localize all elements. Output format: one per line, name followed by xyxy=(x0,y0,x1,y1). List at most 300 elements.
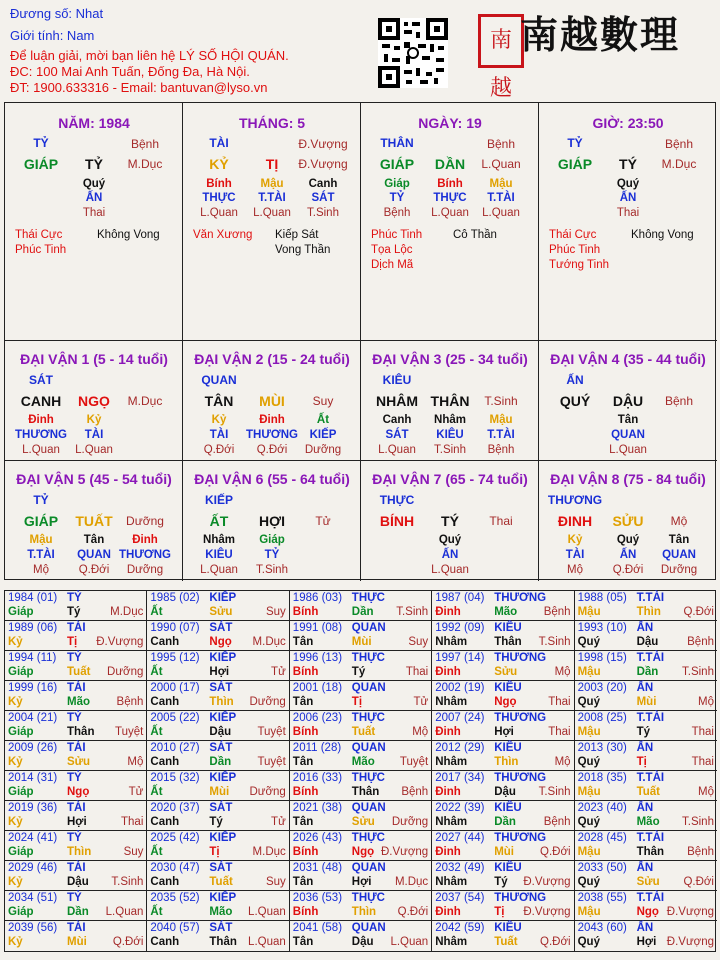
year-label: 2041 (58) xyxy=(292,922,343,934)
year-label: 2026 (43) xyxy=(292,832,343,844)
year-branch: Sửu xyxy=(494,666,518,678)
year-ten-god: QUAN xyxy=(351,742,386,754)
year-ten-god: THỰC xyxy=(351,892,385,904)
year-cell xyxy=(575,621,717,651)
pillar-branch: TÝ xyxy=(619,156,637,172)
dai-van-state: M.Dục xyxy=(127,394,163,408)
year-state: Thai xyxy=(548,696,571,708)
year-cell xyxy=(290,861,432,891)
year-branch: Ngọ xyxy=(636,906,659,918)
year-branch: Tị xyxy=(67,636,78,648)
hidden-ten-god: ẤN xyxy=(85,192,103,204)
year-label: 1990 (07) xyxy=(150,622,200,634)
year-stem: Tân xyxy=(292,636,314,648)
year-branch: Tị xyxy=(636,756,647,768)
year-state: Suy xyxy=(265,606,286,618)
year-ten-god: TÀI xyxy=(67,862,86,874)
year-branch: Thân xyxy=(494,636,522,648)
year-cell xyxy=(575,831,717,861)
dai-van-title: ĐẠI VẬN 8 (75 - 84 tuổi) xyxy=(550,471,706,487)
year-ten-god: TỶ xyxy=(67,772,82,784)
dai-van-stem: ĐINH xyxy=(557,513,593,529)
year-cell xyxy=(432,621,574,651)
year-ten-god: KIÊU xyxy=(494,922,522,934)
year-ten-god: ẤN xyxy=(636,622,654,634)
dai-van-state: Dưỡng xyxy=(126,514,164,528)
year-cell xyxy=(147,651,289,681)
year-cell xyxy=(5,801,147,831)
year-label: 1985 (02) xyxy=(150,592,200,604)
hidden-state: Q.Đới xyxy=(78,564,110,576)
year-branch: Thân xyxy=(351,786,380,798)
year-branch: Dậu xyxy=(494,786,516,798)
pillar-state-top: Bệnh xyxy=(486,137,516,151)
year-branch: Hợi xyxy=(636,936,657,948)
dai-van-stem: BÍNH xyxy=(379,513,415,529)
year-label: 1993 (10) xyxy=(577,622,627,634)
year-cell xyxy=(5,651,147,681)
hidden-stem: Kỷ xyxy=(567,534,583,546)
year-ten-god: THỰC xyxy=(351,592,385,604)
hidden-stem: Quý xyxy=(616,178,640,190)
year-state: Mộ xyxy=(127,756,144,768)
hidden-stem: Nhâm xyxy=(434,414,466,426)
year-cell xyxy=(575,591,717,621)
year-label: 2000 (17) xyxy=(150,682,200,694)
year-stem: Giáp xyxy=(8,606,34,618)
year-stem: Bính xyxy=(292,846,319,858)
year-label: 1988 (05) xyxy=(577,592,627,604)
year-state: Đ.Vượng xyxy=(523,906,571,918)
year-state: Thai xyxy=(691,726,714,738)
year-stem: Nhâm xyxy=(435,636,468,648)
phone-email-line[interactable]: ĐT: 1900.633316 - Email: bantuvan@lyso.vn xyxy=(10,80,268,95)
year-state: Tử xyxy=(271,816,286,828)
year-label: 2040 (57) xyxy=(150,922,200,934)
hidden-state: L.Quan xyxy=(200,207,238,219)
year-cell xyxy=(575,651,717,681)
year-stem: Tân xyxy=(292,936,314,948)
year-cell xyxy=(290,591,432,621)
pillar-cell xyxy=(361,103,539,341)
year-state: Bệnh xyxy=(687,636,714,648)
year-branch: Hợi xyxy=(67,816,87,828)
year-label: 2004 (21) xyxy=(8,712,58,724)
hidden-state: Q.Đới xyxy=(256,444,288,456)
year-stem: Canh xyxy=(150,636,180,648)
year-stem: Mậu xyxy=(577,846,601,858)
year-branch: Hợi xyxy=(209,666,230,678)
dai-van-cell xyxy=(183,461,361,581)
year-label: 2015 (32) xyxy=(150,772,200,784)
year-state: Thai xyxy=(691,756,714,768)
year-cell xyxy=(432,711,574,741)
year-stem: Bính xyxy=(292,606,319,618)
year-state: Suy xyxy=(123,846,144,858)
year-branch: Dậu xyxy=(209,726,232,738)
year-state: Tử xyxy=(413,696,429,708)
year-cell xyxy=(575,921,717,951)
hidden-ten-god: TÀI xyxy=(565,549,585,561)
year-stem: Kỷ xyxy=(8,816,23,828)
year-cell xyxy=(5,831,147,861)
star-left: Phúc Tinh xyxy=(15,244,67,256)
year-stem: Mậu xyxy=(577,786,601,798)
year-ten-god: THƯƠNG xyxy=(494,652,547,664)
year-ten-god: T.TÀI xyxy=(636,832,665,844)
hidden-ten-god: THƯƠNG xyxy=(246,429,298,441)
year-state: Thai xyxy=(405,666,429,678)
star-right: Vong Thần xyxy=(275,244,331,256)
contact-line: Để luận giải, mời bạn liên hệ LÝ SỐ HỘI QUÁN. xyxy=(10,48,289,63)
year-cell xyxy=(147,891,289,921)
year-cell xyxy=(5,621,147,651)
year-ten-god: KIẾP xyxy=(209,832,237,844)
hidden-stem: Bính xyxy=(206,178,232,190)
year-branch: Tý xyxy=(67,606,81,618)
hidden-ten-god: THƯƠNG xyxy=(119,549,171,561)
year-stem: Tân xyxy=(292,816,314,828)
year-stem: Kỷ xyxy=(8,696,23,708)
dai-van-state: T.Sinh xyxy=(484,394,518,408)
year-cell xyxy=(432,801,574,831)
year-branch: Tý xyxy=(494,876,508,888)
hidden-ten-god: KIẾP xyxy=(309,429,337,441)
hidden-stem: Quý xyxy=(616,534,640,546)
hidden-state: L.Quan xyxy=(22,444,60,456)
dai-van-branch: THÂN xyxy=(430,393,470,409)
pillar-state-top: Bệnh xyxy=(130,137,160,151)
year-branch: Dần xyxy=(67,906,89,918)
year-cell xyxy=(432,591,574,621)
year-cell xyxy=(147,861,289,891)
year-label: 1989 (06) xyxy=(8,622,58,634)
hidden-ten-god: KIÊU xyxy=(436,429,464,441)
year-ten-god: KIẾP xyxy=(209,592,237,604)
year-label: 2019 (36) xyxy=(8,802,58,814)
pillar-ten-god: TỶ xyxy=(567,136,583,150)
hidden-ten-god: SÁT xyxy=(311,192,335,204)
year-branch: Hợi xyxy=(494,726,514,738)
hidden-stem: Đinh xyxy=(259,414,285,426)
year-label: 2029 (46) xyxy=(8,862,58,874)
year-state: T.Sinh xyxy=(538,636,571,648)
year-ten-god: QUAN xyxy=(351,922,386,934)
year-cell xyxy=(5,921,147,951)
hidden-ten-god: QUAN xyxy=(611,429,645,441)
seal-stamp-icon xyxy=(478,14,524,101)
year-label: 1998 (15) xyxy=(577,652,627,664)
year-state: Tuyệt xyxy=(399,756,429,768)
year-cell xyxy=(147,921,289,951)
year-state: L.Quan xyxy=(390,936,429,948)
year-ten-god: THỰC xyxy=(351,772,385,784)
year-branch: Thìn xyxy=(494,756,519,768)
year-ten-god: TỶ xyxy=(67,832,82,844)
year-ten-god: TÀI xyxy=(67,622,86,634)
year-branch: Hợi xyxy=(351,876,372,888)
year-ten-god: THƯƠNG xyxy=(494,712,547,724)
year-label: 2002 (19) xyxy=(435,682,485,694)
year-stem: Kỷ xyxy=(8,876,23,888)
dai-van-stem: NHÂM xyxy=(376,393,418,409)
pillar-state: M.Dục xyxy=(661,157,697,171)
year-ten-god: T.TÀI xyxy=(636,712,665,724)
year-ten-god: KIẾP xyxy=(209,652,237,664)
year-label: 2025 (42) xyxy=(150,832,200,844)
year-branch: Tý xyxy=(209,816,223,828)
pillar-state: M.Dục xyxy=(127,157,163,171)
year-cell xyxy=(147,681,289,711)
hidden-state: L.Quan xyxy=(609,444,647,456)
dai-van-branch: MÙI xyxy=(259,393,285,409)
year-state: Q.Đới xyxy=(112,936,144,948)
hidden-ten-god: TỶ xyxy=(264,549,280,561)
year-stem: Đinh xyxy=(435,846,461,858)
header xyxy=(0,0,720,100)
star-left: Thái Cực xyxy=(15,229,63,241)
year-branch: Thìn xyxy=(636,606,661,618)
year-branch: Dậu xyxy=(67,876,89,888)
year-state: Đ.Vượng xyxy=(523,876,571,888)
year-stem: Nhâm xyxy=(435,876,468,888)
year-cell xyxy=(290,801,432,831)
hidden-state: T.Sinh xyxy=(256,564,288,576)
hidden-stem: Quý xyxy=(438,534,462,546)
year-stem: Mậu xyxy=(577,906,601,918)
hidden-stem: Canh xyxy=(308,178,338,190)
hidden-state: L.Quan xyxy=(200,564,238,576)
dai-van-state: Bệnh xyxy=(664,394,694,408)
year-label: 2003 (20) xyxy=(577,682,627,694)
pillar-stem: GIÁP xyxy=(23,156,59,172)
year-branch: Tị xyxy=(209,846,220,858)
year-cell xyxy=(432,921,574,951)
year-state: L.Quan xyxy=(105,906,144,918)
hidden-state: L.Quan xyxy=(482,207,520,219)
star-right: Cô Thần xyxy=(453,229,497,241)
year-label: 2006 (23) xyxy=(292,712,343,724)
star-right: Kiếp Sát xyxy=(275,229,319,241)
hidden-stem: Canh xyxy=(382,414,412,426)
year-label: 1984 (01) xyxy=(8,592,58,604)
year-label: 2037 (54) xyxy=(435,892,485,904)
year-branch: Dần xyxy=(209,756,232,768)
year-branch: Dậu xyxy=(351,936,374,948)
dai-van-stem: GIÁP xyxy=(23,513,59,529)
pillar-title: NĂM: 1984 xyxy=(58,115,130,131)
year-label: 2001 (18) xyxy=(292,682,343,694)
year-state: T.Sinh xyxy=(538,786,571,798)
year-label: 2031 (48) xyxy=(292,862,343,874)
hidden-ten-god: TỶ xyxy=(389,192,405,204)
year-branch: Mão xyxy=(209,906,233,918)
year-state: Bệnh xyxy=(543,606,571,618)
year-stem: Quý xyxy=(577,936,600,948)
year-ten-god: TÀI xyxy=(67,742,86,754)
hidden-stem: Tân xyxy=(668,534,690,546)
year-state: Mộ xyxy=(412,726,429,738)
year-ten-god: THƯƠNG xyxy=(494,772,547,784)
year-branch: Ngọ xyxy=(67,786,90,798)
pillar-ten-god: TỶ xyxy=(33,136,49,150)
year-label: 2008 (25) xyxy=(577,712,627,724)
hidden-stem: Kỷ xyxy=(211,414,227,426)
chart-grid xyxy=(4,102,716,580)
year-label: 1997 (14) xyxy=(435,652,485,664)
pillar-stem: GIÁP xyxy=(379,156,415,172)
year-branch: Ngọ xyxy=(494,696,517,708)
year-stem: Canh xyxy=(150,816,180,828)
dai-van-title: ĐẠI VẬN 7 (65 - 74 tuổi) xyxy=(372,471,528,487)
dai-van-title: ĐẠI VẬN 3 (25 - 34 tuổi) xyxy=(372,351,528,367)
year-branch: Thân xyxy=(67,726,95,738)
year-cell xyxy=(147,831,289,861)
hidden-ten-god: THƯƠNG xyxy=(15,429,67,441)
year-label: 2020 (37) xyxy=(150,802,200,814)
hidden-stem: Mậu xyxy=(29,534,53,546)
year-ten-god: QUAN xyxy=(351,802,386,814)
year-stem: Mậu xyxy=(577,606,601,618)
year-cell xyxy=(432,741,574,771)
hidden-ten-god: T.TÀI xyxy=(258,192,286,204)
year-label: 2035 (52) xyxy=(150,892,200,904)
dai-van-ten-god: THƯƠNG xyxy=(547,493,603,507)
year-ten-god: KIÊU xyxy=(494,682,522,694)
pillar-branch: DẦN xyxy=(434,156,466,172)
year-cell xyxy=(432,861,574,891)
dai-van-stem: QUÝ xyxy=(559,393,591,409)
year-ten-god: QUAN xyxy=(351,622,386,634)
hidden-ten-god: THỰC xyxy=(433,192,467,204)
year-ten-god: TỶ xyxy=(67,652,82,664)
year-stem: Ất xyxy=(150,846,163,858)
year-stem: Mậu xyxy=(577,726,601,738)
hidden-state: Thai xyxy=(82,207,106,219)
year-stem: Canh xyxy=(150,936,180,948)
year-state: M.Dục xyxy=(252,846,286,858)
hidden-state: Mộ xyxy=(567,564,583,576)
year-stem: Quý xyxy=(577,756,600,768)
year-stem: Quý xyxy=(577,696,600,708)
year-branch: Tuất xyxy=(494,936,518,948)
star-right: Không Vong xyxy=(631,229,694,241)
year-state: Q.Đới xyxy=(540,936,571,948)
year-label: 2011 (28) xyxy=(292,742,342,754)
gender: Giới tính: Nam xyxy=(10,28,95,43)
year-branch: Thân xyxy=(636,846,665,858)
year-stem: Ất xyxy=(150,786,163,798)
year-state: Q.Đới xyxy=(683,606,714,618)
year-state: L.Quan xyxy=(248,936,286,948)
year-stem: Quý xyxy=(577,636,600,648)
year-label: 2010 (27) xyxy=(150,742,200,754)
year-stem: Tân xyxy=(292,756,314,768)
year-branch: Thìn xyxy=(209,696,234,708)
year-state: Đ.Vượng xyxy=(96,636,144,648)
year-cell xyxy=(5,891,147,921)
pillar-stem: KỶ xyxy=(209,156,229,172)
year-ten-god: TỶ xyxy=(67,592,82,604)
dai-van-stem: CANH xyxy=(20,393,62,409)
pillar-cell xyxy=(539,103,717,341)
year-stem: Giáp xyxy=(8,846,34,858)
owner-name: Đương số: Nhat xyxy=(10,6,104,21)
year-cell xyxy=(147,591,289,621)
year-cell xyxy=(290,621,432,651)
year-ten-god: KIÊU xyxy=(494,862,522,874)
year-ten-god: SÁT xyxy=(209,622,233,634)
year-ten-god: T.TÀI xyxy=(636,892,665,904)
year-stem: Bính xyxy=(292,906,319,918)
year-branch: Dần xyxy=(494,816,516,828)
hidden-ten-god: TÀI xyxy=(209,429,229,441)
dai-van-cell xyxy=(539,341,717,461)
year-cell xyxy=(432,891,574,921)
year-label: 2027 (44) xyxy=(435,832,485,844)
year-branch: Tị xyxy=(351,696,363,708)
hidden-state: Q.Đới xyxy=(203,444,235,456)
year-branch: Dậu xyxy=(636,636,659,648)
year-label: 2018 (35) xyxy=(577,772,627,784)
year-ten-god: TỶ xyxy=(67,892,82,904)
dai-van-state: Tử xyxy=(315,514,331,528)
year-state: Đ.Vượng xyxy=(666,906,714,918)
year-label: 2034 (51) xyxy=(8,892,58,904)
year-label: 2023 (40) xyxy=(577,802,627,814)
hidden-ten-god: ẤN xyxy=(619,549,637,561)
year-ten-god: T.TÀI xyxy=(636,772,665,784)
year-label: 2039 (56) xyxy=(8,922,58,934)
year-label: 2032 (49) xyxy=(435,862,485,874)
year-label: 2016 (33) xyxy=(292,772,343,784)
year-state: L.Quan xyxy=(248,906,286,918)
year-label: 2042 (59) xyxy=(435,922,485,934)
year-label: 2022 (39) xyxy=(435,802,485,814)
dai-van-branch: TÝ xyxy=(441,513,459,529)
year-ten-god: SÁT xyxy=(209,742,233,754)
address-line: ĐC: 100 Mai Anh Tuấn, Đống Đa, Hà Nội. xyxy=(10,64,250,79)
year-branch: Tuất xyxy=(209,876,233,888)
year-branch: Mão xyxy=(351,756,375,768)
pillar-ten-god: TÀI xyxy=(209,136,229,150)
year-state: Bệnh xyxy=(116,696,144,708)
year-stem: Canh xyxy=(150,876,180,888)
year-stem: Giáp xyxy=(8,726,34,738)
year-stem: Tân xyxy=(292,876,314,888)
star-right: Không Vong xyxy=(97,229,160,241)
year-label: 2043 (60) xyxy=(577,922,627,934)
year-label: 2013 (30) xyxy=(577,742,627,754)
pillar-branch: TỶ xyxy=(85,156,103,172)
pillar-title: NGÀY: 19 xyxy=(418,115,482,131)
year-branch: Ngọ xyxy=(209,636,232,648)
year-ten-god: KIÊU xyxy=(494,802,522,814)
year-stem: Ất xyxy=(150,666,163,678)
hidden-stem: Giáp xyxy=(259,534,285,546)
year-state: Q.Đới xyxy=(540,846,571,858)
year-branch: Mão xyxy=(636,816,660,828)
year-cell xyxy=(575,741,717,771)
hidden-ten-god: QUAN xyxy=(77,549,111,561)
year-ten-god: TÀI xyxy=(67,802,86,814)
hidden-ten-god: T.TÀI xyxy=(487,429,515,441)
year-ten-god: SÁT xyxy=(209,862,233,874)
year-state: Q.Đới xyxy=(397,906,429,918)
hidden-state: Thai xyxy=(616,207,640,219)
year-ten-god: ẤN xyxy=(636,802,654,814)
year-state: M.Dục xyxy=(252,636,286,648)
